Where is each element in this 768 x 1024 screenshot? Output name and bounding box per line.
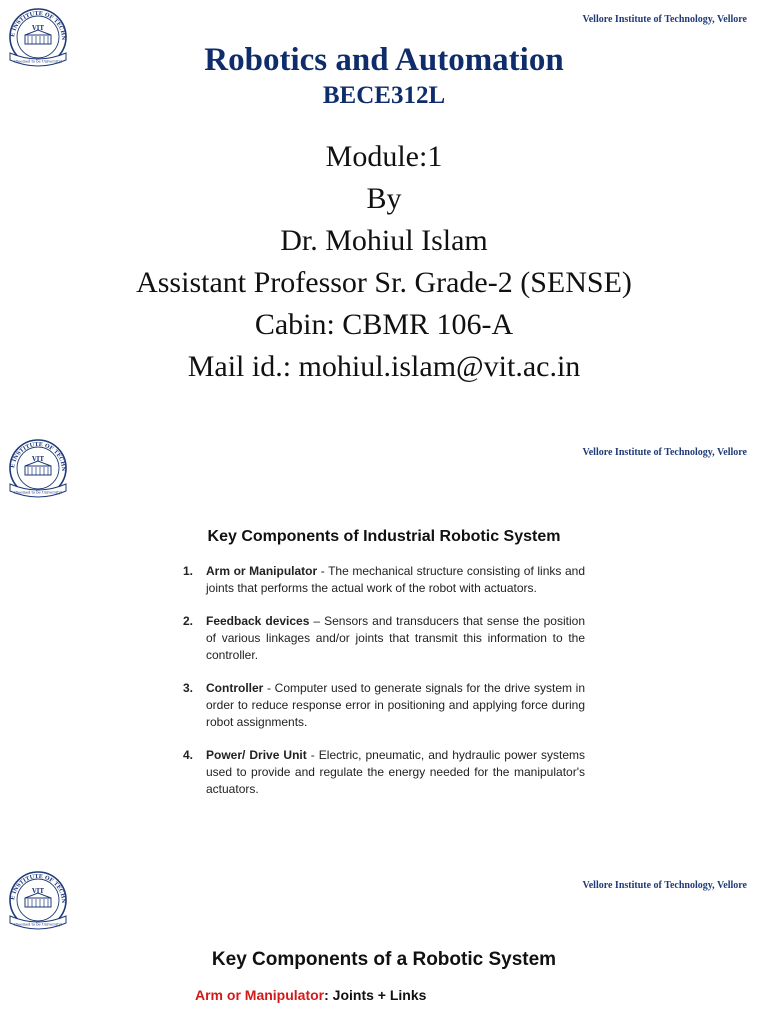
components-list: [180, 563, 585, 814]
svg-text:VELLORE INSTITUTE OF TECHNOLOG: E INSTITUTE OF TECHN: [10, 441, 67, 472]
cabin-line: Cabin: CBMR 106-A: [254, 308, 514, 341]
list-item: [180, 613, 585, 664]
vit-logo: [4, 868, 72, 936]
item-number: 2.: [183, 614, 194, 628]
email-line: Mail id.: mohiul.islam@vit.ac.in: [187, 350, 581, 383]
item-separator: -: [317, 564, 329, 578]
section-title: Key Components of Industrial Robotic System: [207, 528, 561, 545]
module-info: [0, 136, 768, 388]
item-name: Power/ Drive Unit: [206, 748, 307, 762]
slide-title: [0, 0, 768, 432]
item-number: 4.: [183, 748, 194, 762]
list-item: [180, 747, 585, 798]
svg-text:VIT: VIT: [32, 888, 44, 895]
item-separator: –: [309, 614, 325, 628]
item-description: Computer used to generate signals for the drive system in order to reduce response error in positioning and applying force during robot assignments.: [206, 681, 585, 729]
arm-manipulator-line: [195, 987, 426, 1003]
arm-label: Arm or Manipulator: [195, 987, 325, 1003]
slide-key-components-robotic: [0, 865, 768, 1024]
course-code: BECE312L: [322, 82, 446, 109]
section-title: Key Components of a Robotic System: [211, 949, 557, 970]
arm-suffix: : Joints + Links: [324, 987, 427, 1003]
vit-logo: [4, 436, 72, 504]
svg-text:VELLORE INSTITUTE OF TECHNOLOG: E INSTITUTE OF TECHN: [10, 873, 67, 904]
list-item: [180, 680, 585, 731]
organization-name: Vellore Institute of Technology, Vellore: [582, 447, 747, 458]
instructor-name: Dr. Mohiul Islam: [280, 224, 488, 257]
item-name: Controller: [206, 681, 264, 695]
organization-name: Vellore Institute of Technology, Vellore: [582, 880, 747, 891]
svg-text:(Deemed to be University): (Deemed to be University): [13, 490, 63, 495]
item-name: Feedback devices: [206, 614, 310, 628]
organization-name: Vellore Institute of Technology, Vellore: [582, 14, 747, 25]
by-line: By: [366, 182, 402, 215]
item-number: 1.: [183, 564, 194, 578]
item-description: The mechanical structure consisting of links and joints that performs the actual work of the robot with actuators.: [206, 564, 585, 595]
list-item: [180, 563, 585, 597]
svg-text:(Deemed to be University): (Deemed to be University): [13, 922, 63, 927]
vit-logo-graphic: [4, 868, 72, 936]
item-description: Electric, pneumatic, and hydraulic power systems used to provide and regulate the energy needed for the manipulator's actuators.: [206, 748, 585, 796]
svg-text:VELLORE INSTITUTE OF TECHNOLOG: E INSTITUTE OF TECHN: [10, 10, 67, 41]
item-separator: -: [306, 748, 319, 762]
instructor-designation: Assistant Professor Sr. Grade-2 (SENSE): [136, 266, 632, 299]
item-description: Sensors and transducers that sense the position of various linkages and/or joints that transmit this information to the controller.: [206, 614, 585, 662]
item-name: Arm or Manipulator: [206, 564, 318, 578]
svg-text:VIT: VIT: [32, 456, 44, 463]
vit-logo-graphic: [4, 436, 72, 504]
module-line: Module:1: [325, 140, 443, 173]
course-title: Robotics and Automation: [204, 42, 564, 78]
item-separator: -: [263, 681, 275, 695]
slide-key-components-industrial: [0, 432, 768, 865]
svg-text:VIT: VIT: [32, 25, 44, 32]
svg-text:(Deemed to be University): (Deemed to be University): [13, 59, 63, 64]
item-number: 3.: [183, 681, 194, 695]
